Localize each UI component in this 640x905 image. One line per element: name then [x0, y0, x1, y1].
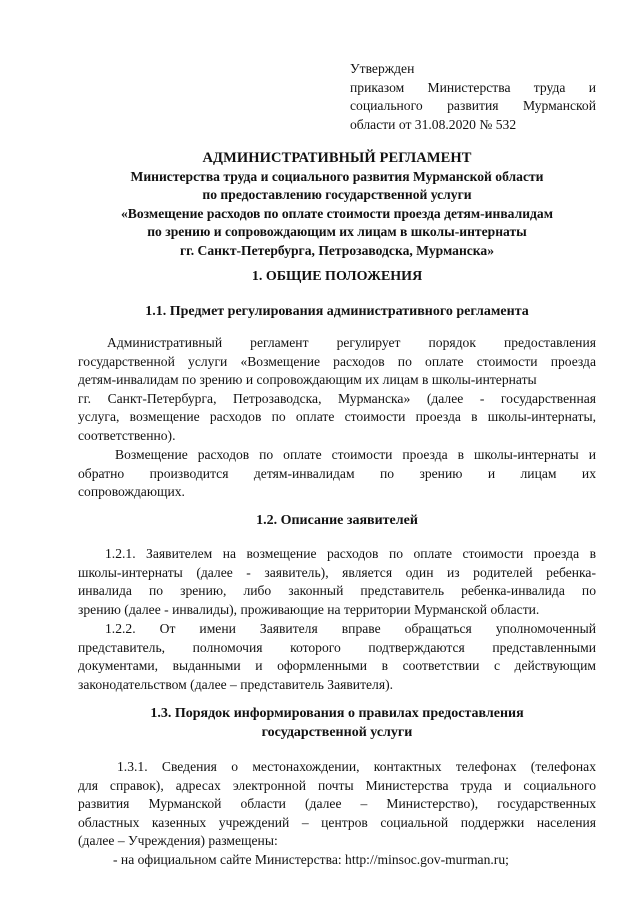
- paragraph: [78, 446, 596, 502]
- approval-stamp: [350, 60, 596, 134]
- text-line: инвалида по зрению, либо законный представитель ребенка-инвалида по: [78, 583, 596, 599]
- heading-line: 1.3. Порядок информирования о правилах предоставления: [150, 706, 524, 721]
- title-line: «Возмещение расходов по оплате стоимости проезда детям-инвалидам: [121, 205, 553, 221]
- text-line: (далее – Учреждения) размещены:: [78, 833, 278, 849]
- paragraph: [78, 545, 596, 619]
- bullet-item: - на официальном сайте Министерства: http://minsoc.gov-murman.ru;: [113, 851, 509, 867]
- approval-line: области от 31.08.2020 № 532: [350, 116, 517, 132]
- paragraph: [78, 334, 596, 446]
- paragraph: [78, 620, 596, 694]
- text-line: 1.2.2. От имени Заявителя вправе обращаться уполномоченный: [105, 621, 596, 636]
- subsection-heading: [78, 705, 596, 742]
- subsection-heading: 1.1. Предмет регулирования административного регламента: [145, 304, 529, 319]
- text-line: соответственно).: [78, 427, 176, 443]
- title-line: Министерства труда и социального развития Мурманской области: [130, 168, 544, 184]
- approval-line: Утвержден: [350, 61, 415, 76]
- approval-line: социального развития Мурманской: [350, 98, 596, 113]
- text-line: Возмещение расходов по оплате стоимости проезда в школы-интернаты и: [115, 447, 596, 462]
- approval-line: приказом Министерства труда и: [350, 79, 596, 95]
- text-line: услуга, возмещение расходов по оплате стоимости проезда в школы-интернаты,: [78, 409, 596, 425]
- title-line: по предоставлению государственной услуги: [202, 187, 472, 203]
- text-line: государственной услуги «Возмещение расходов по оплате стоимости проезда: [78, 353, 596, 369]
- text-line: зрению (далее - инвалиды), проживающие на территории Мурманской области.: [78, 601, 540, 617]
- title-line: по зрению и сопровождающим их лицам в школы-интернаты: [147, 224, 527, 240]
- text-line: развития Мурманской области (далее – Министерство), государственных: [78, 796, 596, 812]
- text-line: обратно производится детям-инвалидам по зрению и лицам их: [78, 465, 596, 481]
- heading-line: государственной услуги: [261, 724, 413, 740]
- title-line: гг. Санкт-Петербурга, Петрозаводска, Мурманска»: [179, 242, 495, 258]
- text-line: для справок), адресах электронной почты Министерства труда и социального: [78, 777, 596, 793]
- text-line: сопровождающих.: [78, 484, 185, 500]
- text-line: 1.3.1. Сведения о местонахождении, контактных телефонах (телефонах: [117, 759, 596, 774]
- text-line: представитель, полномочия которого подтверждаются представленными: [78, 639, 596, 655]
- title-line: АДМИНИСТРАТИВНЫЙ РЕГЛАМЕНТ: [202, 150, 472, 166]
- text-line: 1.2.1. Заявителем на возмещение расходов по оплате стоимости проезда в: [105, 546, 596, 561]
- text-line: школы-интернаты (далее - заявитель), является один из родителей ребенка-: [78, 564, 596, 580]
- paragraph: [78, 758, 596, 870]
- text-line: документами, выданными и оформленными в соответствии с действующим: [78, 658, 596, 674]
- text-line: законодательством (далее – представитель Заявителя).: [78, 676, 394, 692]
- text-line: гг. Санкт-Петербурга, Петрозаводска, Мурманска» (далее - государственная: [78, 390, 596, 406]
- subsection-heading: 1.2. Описание заявителей: [256, 513, 418, 528]
- section-heading: 1. ОБЩИЕ ПОЛОЖЕНИЯ: [251, 269, 423, 284]
- text-line: детям-инвалидам по зрению и сопровождающим их лицам в школы-интернаты: [78, 372, 537, 388]
- text-line: Административный регламент регулирует порядок предоставления: [107, 335, 596, 350]
- text-line: областных казенных учреждений – центров социальной поддержки населения: [78, 814, 596, 830]
- document-title: [78, 149, 596, 261]
